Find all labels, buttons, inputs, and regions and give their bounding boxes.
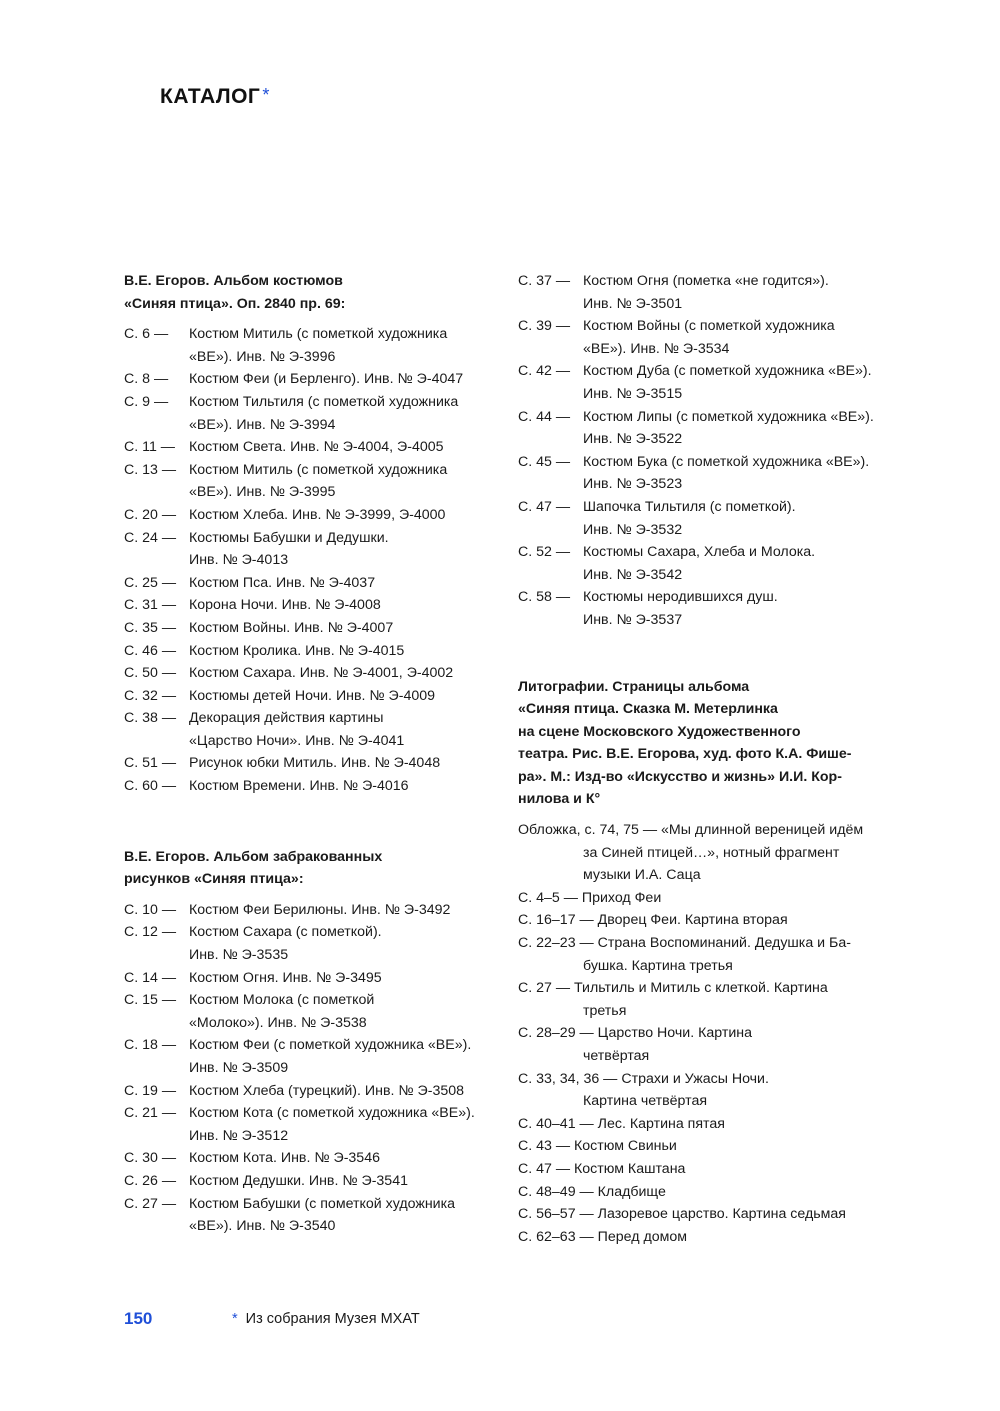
entry-text: Костюм Пса. Инв. № Э-4037 bbox=[189, 574, 376, 591]
entry-text-block bbox=[189, 572, 504, 595]
entry-text: Костюмы детей Ночи. Инв. № Э-4009 bbox=[189, 687, 436, 704]
entry-page-ref: С. 58 — bbox=[518, 589, 571, 606]
section-heading-rejected-album bbox=[124, 846, 504, 891]
entry-text-block bbox=[583, 315, 918, 360]
entry-page-ref: С. 11 — bbox=[124, 439, 175, 456]
entry-text: «Мы длинной вереницей идём bbox=[660, 822, 864, 839]
catalog-entry bbox=[124, 752, 504, 775]
entry-text-block bbox=[583, 270, 918, 315]
entry-page-ref: С. 4–5 — bbox=[518, 889, 578, 906]
entry-text-block bbox=[583, 541, 918, 586]
entry-text-block bbox=[189, 685, 504, 708]
entry-page-ref: С. 20 — bbox=[124, 506, 177, 523]
entry-page-ref: С. 51 — bbox=[124, 755, 177, 772]
catalog-entry bbox=[518, 586, 918, 631]
catalog-entry bbox=[124, 527, 504, 572]
entry-text-block bbox=[189, 640, 504, 663]
entry-page-ref: С. 30 — bbox=[124, 1150, 177, 1167]
entry-text: Костюм Огня. Инв. № Э-3495 bbox=[189, 969, 382, 986]
entry-text-block bbox=[189, 662, 504, 685]
catalog-entry bbox=[124, 572, 504, 595]
entry-page-ref: С. 27 — bbox=[124, 1195, 177, 1212]
entry-text-block bbox=[189, 391, 504, 436]
entry-text-block bbox=[189, 504, 504, 527]
entry-text-block bbox=[189, 1193, 504, 1238]
entry-page-ref: С. 13 — bbox=[124, 461, 177, 478]
entry-page-ref: С. 44 — bbox=[518, 408, 571, 425]
entry-page-ref: С. 47 — bbox=[518, 1160, 571, 1177]
entry-text: Корона Ночи. Инв. № Э-4008 bbox=[189, 597, 381, 614]
entry-text: Лазоревое царство. Картина седьмая bbox=[597, 1206, 846, 1223]
entry-text: Костюм Дедушки. Инв. № Э-3541 bbox=[189, 1172, 408, 1189]
entry-page-ref: С. 6 — bbox=[124, 326, 169, 343]
entry-text-continued: Инв. № Э-3509 bbox=[189, 1060, 289, 1076]
entry-text: Костюм Феи (с пометкой художника «ВЕ»). bbox=[189, 1037, 472, 1054]
entry-text-block bbox=[189, 1080, 504, 1103]
page-number: 150 bbox=[124, 1309, 153, 1328]
catalog-entry bbox=[518, 451, 918, 496]
catalog-entry bbox=[518, 1068, 918, 1113]
rejected-album-list-continued bbox=[518, 270, 918, 632]
entry-text: Костюм Бука (с пометкой художника «ВЕ»). bbox=[583, 453, 870, 470]
entry-text-block bbox=[189, 1034, 504, 1079]
catalog-entry bbox=[124, 1102, 504, 1147]
entry-text-block bbox=[189, 752, 504, 775]
entry-text-block bbox=[189, 527, 504, 572]
entry-page-ref: С. 37 — bbox=[518, 273, 571, 289]
entry-text: Страхи и Ужасы Ночи. bbox=[621, 1070, 769, 1087]
entry-text: Лес. Картина пятая bbox=[597, 1115, 725, 1132]
entry-text-block bbox=[189, 436, 504, 459]
entry-page-ref: С. 39 — bbox=[518, 318, 571, 335]
entry-text-block bbox=[189, 1102, 504, 1147]
entry-page-ref: С. 14 — bbox=[124, 969, 177, 986]
entry-page-ref: С. 16–17 — bbox=[518, 912, 594, 929]
entry-text-continued: Инв. № Э-3512 bbox=[189, 1127, 289, 1144]
entry-text: Рисунок юбки Митиль. Инв. № Э-4048 bbox=[189, 755, 441, 772]
section-heading-lithographs bbox=[518, 676, 918, 812]
entry-page-ref: С. 9 — bbox=[124, 393, 169, 410]
catalog-entry bbox=[124, 921, 504, 966]
asterisk-icon: * bbox=[262, 85, 270, 105]
entry-text: Костюм Огня (пометка «не годится»). bbox=[583, 273, 829, 289]
catalog-entry bbox=[124, 617, 504, 640]
entry-text-continued: третья bbox=[583, 1002, 627, 1019]
catalog-entry bbox=[518, 819, 918, 887]
entry-text-continued: Инв. № Э-3515 bbox=[583, 385, 683, 402]
catalog-entry bbox=[124, 436, 504, 459]
entry-text: Костюм Сахара. Инв. № Э-4001, Э-4002 bbox=[189, 665, 454, 682]
catalog-entry bbox=[124, 504, 504, 527]
catalog-entry bbox=[124, 1193, 504, 1238]
entry-text: Костюм Бабушки (с пометкой художника bbox=[189, 1195, 456, 1212]
entry-text-continued: за Синей птицей…», нотный фрагмент bbox=[583, 844, 840, 861]
entry-text-continued: музыки И.А. Саца bbox=[583, 867, 701, 884]
entry-page-ref: С. 12 — bbox=[124, 924, 177, 941]
entry-text: Костюм Тильтиля (с пометкой художника bbox=[189, 393, 459, 410]
catalog-entry bbox=[518, 932, 918, 977]
heading-line: нилова и К° bbox=[518, 791, 601, 808]
catalog-entry bbox=[124, 775, 504, 798]
catalog-entry bbox=[518, 541, 918, 586]
entry-text: Страна Воспоминаний. Дедушка и Ба- bbox=[597, 935, 851, 952]
rejected-album-list bbox=[124, 899, 504, 1238]
entry-page-ref: С. 21 — bbox=[124, 1105, 177, 1122]
catalog-entry bbox=[124, 1034, 504, 1079]
asterisk-icon: * bbox=[232, 1311, 238, 1327]
entry-text: Декорация действия картины bbox=[189, 710, 384, 727]
entry-text-continued: Инв. № Э-3537 bbox=[583, 611, 683, 628]
catalog-entry bbox=[124, 391, 504, 436]
catalog-entry bbox=[124, 594, 504, 617]
entry-text-block bbox=[583, 406, 918, 451]
entry-text: Костюмы Бабушки и Дедушки. bbox=[189, 529, 389, 546]
entry-text-continued: «Молоко»). Инв. № Э-3538 bbox=[189, 1014, 367, 1031]
entry-text-block bbox=[189, 921, 504, 966]
entry-page-ref: С. 38 — bbox=[124, 710, 177, 727]
entry-page-ref: С. 62–63 — bbox=[518, 1228, 594, 1245]
entry-text: Костюм Каштана bbox=[574, 1160, 686, 1177]
catalog-entry bbox=[518, 1022, 918, 1067]
entry-text-block bbox=[189, 967, 504, 990]
right-column bbox=[518, 270, 918, 1296]
entry-text-continued: «ВЕ»). Инв. № Э-3534 bbox=[583, 340, 730, 357]
footnote-text: Из собрания Музея МХАТ bbox=[245, 1311, 420, 1327]
heading-line: «Синяя птица. Сказка М. Метерлинка bbox=[518, 701, 778, 718]
entry-text-block bbox=[189, 989, 504, 1034]
entry-text: Костюм Кота. Инв. № Э-3546 bbox=[189, 1150, 380, 1167]
entry-page-ref: С. 52 — bbox=[518, 544, 571, 561]
entry-page-ref: С. 26 — bbox=[124, 1172, 177, 1189]
entry-text-block bbox=[583, 586, 918, 631]
catalog-entry bbox=[124, 989, 504, 1034]
lithographs-list bbox=[518, 819, 918, 1248]
entry-text-continued: бушка. Картина третья bbox=[583, 957, 733, 974]
catalog-entry bbox=[518, 909, 918, 932]
entry-text-continued: «ВЕ»). Инв. № Э-3996 bbox=[189, 348, 336, 365]
catalog-entry bbox=[124, 368, 504, 391]
section-heading-costume-album bbox=[124, 270, 504, 315]
heading-line: театра. Рис. В.Е. Егорова, худ. фото К.А. Фише- bbox=[518, 746, 852, 763]
catalog-entry bbox=[518, 406, 918, 451]
entry-page-ref: С. 35 — bbox=[124, 619, 177, 636]
entry-text-continued: «ВЕ»). Инв. № Э-3540 bbox=[189, 1218, 336, 1235]
entry-text: Костюм Феи (и Берленго). Инв. № Э-4047 bbox=[189, 371, 464, 388]
entry-text: Костюм Войны. Инв. № Э-4007 bbox=[189, 619, 394, 636]
catalog-entry bbox=[124, 323, 504, 368]
costume-album-list bbox=[124, 323, 504, 797]
entry-page-ref: С. 25 — bbox=[124, 574, 177, 591]
entry-text: Костюм Кролика. Инв. № Э-4015 bbox=[189, 642, 405, 659]
catalog-entry bbox=[518, 887, 918, 910]
entry-text: Костюм Кота (с пометкой художника «ВЕ»). bbox=[189, 1105, 475, 1122]
entry-page-ref: С. 43 — bbox=[518, 1138, 571, 1155]
entry-text-continued: Инв. № Э-3522 bbox=[583, 431, 683, 448]
catalog-entry bbox=[124, 662, 504, 685]
entry-text-block bbox=[189, 1170, 504, 1193]
heading-line: Литографии. Страницы альбома bbox=[518, 678, 750, 695]
footnote bbox=[232, 1311, 420, 1327]
heading-line: «Синяя птица». Оп. 2840 пр. 69: bbox=[124, 295, 346, 312]
catalog-entry bbox=[518, 315, 918, 360]
entry-text: Костюм Хлеба (турецкий). Инв. № Э-3508 bbox=[189, 1082, 465, 1099]
entry-text: Костюм Молока (с пометкой bbox=[189, 992, 375, 1009]
entry-text-block bbox=[583, 496, 918, 541]
entry-page-ref: С. 47 — bbox=[518, 498, 571, 515]
entry-text-continued: Картина четвёртая bbox=[583, 1093, 708, 1110]
heading-line: рисунков «Синяя птица»: bbox=[124, 871, 304, 888]
entry-text-continued: Инв. № Э-3535 bbox=[189, 947, 289, 964]
entry-text: Костюм Сахара (с пометкой). bbox=[189, 924, 382, 941]
entry-text: Перед домом bbox=[597, 1228, 688, 1245]
catalog-entry bbox=[518, 360, 918, 405]
entry-text: Костюм Дуба (с пометкой художника «ВЕ»). bbox=[583, 363, 872, 380]
entry-text: Костюм Времени. Инв. № Э-4016 bbox=[189, 778, 409, 795]
entry-text: Дворец Феи. Картина вторая bbox=[597, 912, 788, 929]
entry-page-ref: С. 28–29 — bbox=[518, 1025, 594, 1042]
entry-text-continued: Инв. № Э-4013 bbox=[189, 552, 289, 569]
catalog-entry bbox=[124, 899, 504, 922]
entry-page-ref: С. 8 — bbox=[124, 371, 169, 388]
entry-page-ref: С. 10 — bbox=[124, 901, 177, 918]
entry-page-ref: С. 42 — bbox=[518, 363, 571, 380]
catalog-entry bbox=[124, 685, 504, 708]
catalog-entry bbox=[518, 1158, 918, 1181]
entry-page-ref: С. 31 — bbox=[124, 597, 177, 614]
catalog-entry bbox=[518, 977, 918, 1022]
entry-page-ref: С. 45 — bbox=[518, 453, 571, 470]
heading-line: В.Е. Егоров. Альбом забракованных bbox=[124, 848, 383, 865]
entry-text: Костюм Хлеба. Инв. № Э-3999, Э-4000 bbox=[189, 506, 446, 523]
entry-page-ref: С. 40–41 — bbox=[518, 1115, 594, 1132]
left-column bbox=[124, 270, 504, 1286]
entry-page-ref: С. 46 — bbox=[124, 642, 177, 659]
entry-text: Костюм Свиньи bbox=[574, 1138, 677, 1155]
entry-text-block bbox=[189, 617, 504, 640]
catalog-entry bbox=[124, 707, 504, 752]
catalog-entry bbox=[124, 1170, 504, 1193]
entry-text-continued: «Царство Ночи». Инв. № Э-4041 bbox=[189, 732, 405, 749]
entry-text: Костюм Войны (с пометкой художника bbox=[583, 318, 835, 335]
entry-text: Тильтиль и Митиль с клеткой. Картина bbox=[574, 980, 828, 997]
entry-text: Костюмы неродившихся душ. bbox=[583, 589, 778, 606]
entry-text-block bbox=[189, 775, 504, 798]
heading-line: ра». М.: Изд-во «Искусство и жизнь» И.И. Кор- bbox=[518, 768, 842, 785]
catalog-entry bbox=[124, 967, 504, 990]
entry-text: Приход Феи bbox=[581, 889, 662, 906]
heading-line: на сцене Московского Художественного bbox=[518, 723, 801, 740]
entry-text-continued: Инв. № Э-3542 bbox=[583, 566, 683, 583]
entry-text: Шапочка Тильтиля (с пометкой). bbox=[583, 498, 796, 515]
entry-page-ref: С. 22–23 — bbox=[518, 935, 594, 952]
entry-text-block bbox=[189, 594, 504, 617]
entry-text-block bbox=[189, 459, 504, 504]
heading-line: В.Е. Егоров. Альбом костюмов bbox=[124, 273, 343, 289]
entry-text: Костюм Митиль (с пометкой художника bbox=[189, 461, 448, 478]
entry-page-ref: С. 60 — bbox=[124, 778, 177, 795]
catalog-entry bbox=[124, 1080, 504, 1103]
catalog-entry bbox=[518, 496, 918, 541]
entry-text-continued: «ВЕ»). Инв. № Э-3995 bbox=[189, 484, 336, 501]
entry-page-ref: Обложка, с. 74, 75 — bbox=[518, 822, 658, 839]
entry-text-block bbox=[189, 323, 504, 368]
catalog-entry bbox=[124, 459, 504, 504]
entry-text-block bbox=[189, 707, 504, 752]
entry-page-ref: С. 56–57 — bbox=[518, 1206, 594, 1223]
entry-text: Царство Ночи. Картина bbox=[597, 1025, 752, 1042]
entry-text-block bbox=[189, 899, 504, 922]
title-text: КАТАЛОГ bbox=[160, 85, 261, 108]
entry-text: Костюм Митиль (с пометкой художника bbox=[189, 326, 448, 343]
entry-page-ref: С. 48–49 — bbox=[518, 1183, 594, 1200]
entry-page-ref: С. 19 — bbox=[124, 1082, 177, 1099]
catalog-entry bbox=[518, 1135, 918, 1158]
entry-text-block bbox=[583, 360, 918, 405]
entry-text-continued: четвёртая bbox=[583, 1048, 650, 1064]
entry-text: Кладбище bbox=[597, 1183, 666, 1200]
entry-text-continued: Инв. № Э-3501 bbox=[583, 295, 683, 312]
catalog-entry bbox=[518, 1226, 918, 1249]
entry-page-ref: С. 18 — bbox=[124, 1037, 177, 1054]
entry-text-block bbox=[189, 1147, 504, 1170]
catalog-entry bbox=[518, 1181, 918, 1204]
catalog-entry bbox=[518, 1113, 918, 1136]
entry-text-block bbox=[583, 451, 918, 496]
entry-page-ref: С. 27 — bbox=[518, 980, 571, 997]
entry-text: Костюмы Сахара, Хлеба и Молока. bbox=[583, 544, 816, 561]
catalog-entry bbox=[518, 270, 918, 315]
entry-page-ref: С. 32 — bbox=[124, 687, 177, 704]
entry-text: Костюм Липы (с пометкой художника «ВЕ»). bbox=[583, 408, 874, 425]
catalog-entry bbox=[124, 640, 504, 663]
catalog-entry bbox=[518, 1203, 918, 1226]
entry-text-continued: Инв. № Э-3523 bbox=[583, 476, 683, 493]
entry-page-ref: С. 24 — bbox=[124, 529, 177, 546]
entry-text-block bbox=[189, 368, 504, 391]
entry-text: Костюм Света. Инв. № Э-4004, Э-4005 bbox=[189, 439, 444, 456]
catalog-entry bbox=[124, 1147, 504, 1170]
entry-text-continued: Инв. № Э-3532 bbox=[583, 521, 683, 538]
entry-page-ref: С. 15 — bbox=[124, 992, 177, 1009]
entry-page-ref: С. 50 — bbox=[124, 665, 177, 682]
entry-text-continued: «ВЕ»). Инв. № Э-3994 bbox=[189, 416, 336, 433]
entry-page-ref: С. 33, 34, 36 — bbox=[518, 1070, 618, 1087]
catalog-title bbox=[160, 85, 270, 109]
entry-text: Костюм Феи Берилюны. Инв. № Э-3492 bbox=[189, 901, 451, 918]
